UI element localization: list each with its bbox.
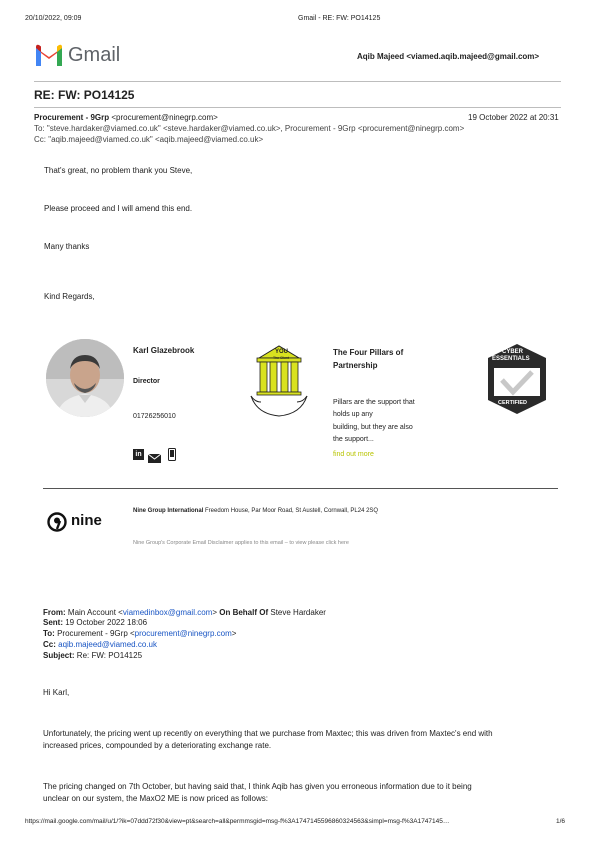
quoted-sent-value: 19 October 2022 18:06	[65, 618, 148, 627]
print-page: 1/6	[556, 818, 566, 825]
company-info	[133, 508, 378, 514]
quoted-greeting: Hi Karl,	[43, 688, 70, 697]
quoted-to	[43, 629, 236, 638]
body-para-4: Kind Regards,	[44, 292, 95, 301]
signature-role: Director	[133, 378, 160, 385]
signature-phone: 01726256010	[133, 413, 176, 420]
print-title: Gmail - RE: FW: PO14125	[298, 15, 381, 22]
print-datetime: 20/10/2022, 09:09	[25, 15, 82, 22]
quoted-from-email[interactable]: viamedinbox@gmail.com	[122, 608, 213, 617]
quoted-to-label: To:	[43, 629, 55, 638]
pillars-link[interactable]: find out more	[333, 451, 374, 458]
linkedin-icon[interactable]: in	[133, 449, 144, 460]
quoted-from	[43, 608, 326, 617]
quoted-subject-label: Subject:	[43, 651, 75, 660]
quoted-para-2a: The pricing changed on 7th October, but having said that, I think Aqib has given you erroneous information due to it being	[43, 782, 472, 791]
body-para-2: Please proceed and I will amend this end.	[44, 204, 193, 213]
email-icon[interactable]	[148, 450, 161, 468]
from-email: <procurement@ninegrp.com>	[111, 113, 218, 122]
signature-divider	[43, 488, 558, 489]
phone-icon[interactable]	[168, 448, 176, 466]
quoted-from-after: >	[212, 608, 217, 617]
signature-name: Karl Glazebrook	[133, 346, 195, 355]
quoted-from-label: From:	[43, 608, 66, 617]
nine-logo-icon	[47, 512, 67, 532]
avatar	[46, 339, 124, 417]
quoted-cc	[43, 640, 157, 649]
body-para-3: Many thanks	[44, 242, 90, 251]
quoted-to-email[interactable]: procurement@ninegrp.com	[134, 629, 232, 638]
divider-subject	[34, 107, 561, 108]
divider-top	[34, 81, 561, 82]
gmail-logo-icon	[34, 44, 64, 66]
pillars-text-3: building, but they are also	[333, 424, 413, 431]
pillars-graphic-sub: The Client	[273, 356, 289, 360]
pillars-text-2: holds up any	[333, 411, 373, 418]
pillars-graphic-you: YOU	[275, 349, 289, 355]
company-name: Nine Group International	[133, 508, 204, 514]
pillars-text-1: Pillars are the support that	[333, 399, 415, 406]
quoted-sent	[43, 618, 147, 627]
pillars-title: The Four Pillars of Partnership	[333, 348, 404, 370]
quoted-behalf-value: Steve Hardaker	[270, 608, 326, 617]
message-to: To: "steve.hardaker@viamed.co.uk" <steve.hardaker@viamed.co.uk>, Procurement - 9Grp <procurement@ninegrp.com>	[34, 124, 465, 133]
quoted-cc-email[interactable]: aqib.majeed@viamed.co.uk	[58, 640, 157, 649]
account-email: Aqib Majeed <viamed.aqib.majeed@gmail.com>	[357, 52, 540, 61]
message-date: 19 October 2022 at 20:31	[468, 113, 559, 122]
quoted-behalf-label: On Behalf Of	[219, 608, 269, 617]
message-from	[34, 113, 218, 122]
cyber-line-1: CYBER	[502, 349, 524, 355]
print-url: https://mail.google.com/mail/u/1/?ik=07ddd72f30&view=pt&search=all&permmsgid=msg-f%3A1747145596860324563&simpl=msg-f%3A1747145…	[25, 818, 450, 825]
quoted-to-value: Procurement - 9Grp <	[57, 629, 135, 638]
quoted-to-after: >	[231, 629, 237, 638]
thread-subject: RE: FW: PO14125	[34, 88, 135, 102]
quoted-subject-value: Re: FW: PO14125	[76, 651, 143, 660]
nine-logo-text: nine	[71, 512, 102, 529]
quoted-from-value: Main Account <	[67, 608, 123, 617]
email-disclaimer[interactable]: Nine Group's Corporate Email Disclaimer applies to this email – to view please click here	[133, 540, 349, 546]
quoted-cc-label: Cc:	[43, 640, 56, 649]
quoted-para-1a: Unfortunately, the pricing went up recently on everything that we purchase from Maxtec; this was driven from Maxtec's end with	[43, 729, 493, 738]
cyber-line-3: CERTIFIED	[498, 400, 528, 406]
quoted-sent-label: Sent:	[43, 618, 63, 627]
company-address: Freedom House, Par Moor Road, St Austell, Cornwall, PL24 2SQ	[205, 508, 379, 514]
quoted-subject	[43, 651, 142, 660]
quoted-para-2b: unclear on our system, the MaxO2 ME is now priced as follows:	[43, 794, 268, 803]
pillars-text-4: the support...	[333, 436, 374, 443]
message-cc: Cc: "aqib.majeed@viamed.co.uk" <aqib.majeed@viamed.co.uk>	[34, 135, 264, 144]
quoted-para-1b: increased prices, compounded by a deteriorating exchange rate.	[43, 741, 272, 750]
gmail-logo-text: Gmail	[68, 44, 121, 66]
cyber-line-2: ESSENTIALS	[492, 356, 530, 362]
body-para-1: That's great, no problem thank you Steve,	[44, 166, 193, 175]
from-name: Procurement - 9Grp	[34, 113, 110, 122]
